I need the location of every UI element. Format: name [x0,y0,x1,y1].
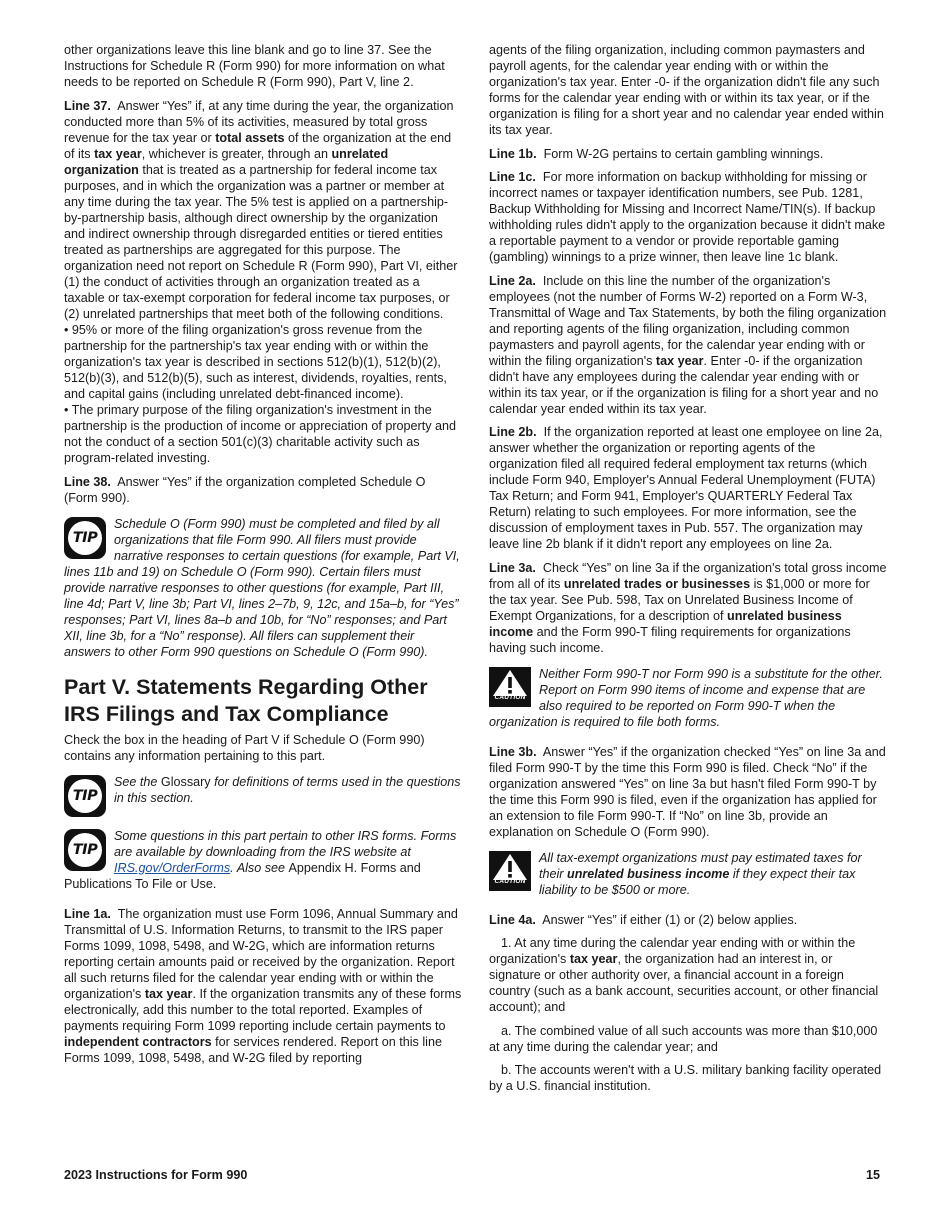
paragraph-line3b [489,744,887,840]
line-label: Line 4a. [489,912,536,927]
caution-label: CAUTION [494,693,526,701]
text: is $1,000 or more for the tax year. See Pub. 598, Tax on Unrelated Business Income of Exempt Organizations, for a description of [489,576,870,623]
glossary-term: tax year [144,986,193,1001]
tip-text: for definitions of terms used in the questions in this section. [114,774,461,805]
line-label: Line 3b. [489,744,537,759]
caution-text: if they expect their tax liability to be $500 or more. [539,866,856,897]
text: that is treated as a partnership for federal income tax purposes, and in which the organization was a partner or member at any time during the tax year. The 5% test is applied on a partnership-by-partnership basis, although direct ownership by the organization and indirect ownership through disregarded entities or tiered entities treated as partnerships are aggregated for this purpose. The organization need not report on Schedule R (Form 990), Part VI, either (1) the conduct of activities through an organization treated as a taxable or tax-exempt corporation for federal income tax purposes, or (2) unrelated partnerships that meet both of the following conditions. [64,162,458,321]
glossary-term: unrelated trades or businesses [563,576,751,591]
text: Form W-2G pertains to certain gambling winnings. [543,146,824,161]
glossary-term: unrelated organization [64,146,389,177]
paragraph-line1c [489,169,887,265]
line-label: Line 1a. [64,906,111,921]
irs-order-forms-link[interactable]: IRS.gov/OrderForms [114,860,231,875]
caution-icon [489,851,531,891]
text: , whichever is greater, through an [141,146,328,161]
line-label: Line 1c. [489,170,536,184]
list-item-a: a. The combined value of all such accounts was more than $10,000 at any time during the calendar year; and [489,1023,878,1054]
text: Answer “Yes” if, at any time during the year, the organization conducted more than 5% of its activities, measured by total gross revenue for the tax year or [64,98,454,145]
paragraph-line1b [489,146,887,162]
list-item-1 [489,935,887,1015]
paragraph-line4a [489,912,887,928]
text: The organization must use Form 1096, Annual Summary and Transmittal of U.S. Information Returns, to transmit to the IRS paper Forms 1099, 1098, 5498, and W-2G, which are information returns reporting certain amounts paid or received by the organization. Report all such returns filed for the calendar year ending with or within the organization's [64,906,458,1001]
section-heading-part-v: Part V. Statements Regarding Other IRS Filings and Tax Compliance [64,674,428,726]
tip-icon [64,829,106,871]
tip-text: . Also see [230,860,286,875]
paragraph-line36-continued: other organizations leave this line blank and go to line 37. See the Instructions for Schedule R (Form 990) for more information on what needs to be reported on Schedule R (Form 990), Part V, line 2. [64,43,445,89]
caution-text: All tax-exempt organizations must pay estimated taxes for their [539,850,862,881]
line-label: Line 2b. [489,425,537,439]
text: Check “Yes” on line 3a if the organization's total gross income from all of its [489,560,887,591]
text: of the organization at the end of its [64,130,452,161]
line-label: Line 1b. [489,146,537,161]
text: 1. At any time during the calendar year ending with or within the organization's [489,936,856,966]
tip-note-schedule-o [64,516,462,660]
glossary-term: total assets [215,130,285,145]
text: Answer “Yes” if either (1) or (2) below applies. [542,912,798,927]
line-label: Line 38. [64,474,111,489]
tip-text: Schedule O (Form 990) must be completed and filed by all organizations that file Form 990. All filers must provide narrative responses to certain questions (for example, Part VI, lines 11b and 19) on Schedule O (Form 990). Certain filers must provide narrative responses to other questions (for example, Part III, line 4d; Part V, line 3b; Part VI, lines 2–7b, 9, 12c, and 15a–b, for “Yes” responses; Part VI, lines 8a–b and 10b, for “No” responses; and Part XII, line 3b, for a “No” response). All filers can supplement their answers to other Form 990 questions on Schedule O (Form 990). [64,516,460,659]
line-label: Line 37. [64,98,111,113]
paragraph-line37 [64,98,462,322]
line-label: Line 3a. [489,560,536,575]
text: for services rendered. Report on this line Forms 1099, 1098, 5498, and W-2G filed by reporting [64,1034,442,1065]
page-number: 15 [866,1168,881,1182]
tip-note-glossary [64,774,462,818]
text: Answer “Yes” if the organization checked “Yes” on line 3a and filed Form 990-T by the time this Form 990 is filed. Check “No” if the organization answered “Yes” on line 3a but hasn't filed Form 990-T by the time this Form 990 is filed, even if the organization has applied for an extension to file Form 990-T. If “No” on line 3b, provide an explanation on Schedule O (Form 990). [489,744,886,839]
glossary-term: tax year [569,952,618,966]
caution-note-estimated-taxes [489,850,887,898]
footer-title: 2023 Instructions for Form 990 [64,1168,248,1182]
text: For more information on backup withholding for missing or incorrect names or taxpayer identification numbers, see Pub. 1281, Backup Withholding for Missing and Incorrect Name/TIN(s). If backup withholding rules didn't apply to the organization because it didn't make a reportable payment to a vendor or provide reportable gaming (gambling) winnings to a prize winner, then leave line 1c blank. [489,170,886,264]
caution-label: CAUTION [494,877,526,885]
text: and the Form 990-T filing requirements for organizations having such income. [489,624,851,655]
tip-note-irs-forms [64,828,462,892]
tip-icon-label: TIP [68,833,102,867]
paragraph-line3a [489,560,887,656]
list-item-b: b. The accounts weren't with a U.S. military banking facility operated by a U.S. financial institution. [489,1063,882,1093]
paragraph-line2b [489,424,887,552]
tip-text: See the [114,774,158,789]
text: Include on this line the number of the organization's employees (not the number of Forms W-2) reported on a Form W-3, Transmittal of Wage and Tax Statements, by both the filing organization and reporting agents of the filing organization, including common paymasters and payroll agents, for the calendar year ending with or within the filing organization's [489,273,887,368]
caution-text: Neither Form 990-T nor Form 990 is a substitute for the other. Report on Form 990 items of income and expense that are also required to be reported on Form 990-T when the organization is required to file both forms. [489,666,883,729]
paragraph-line38 [64,474,462,506]
appendix-reference: Appendix H. Forms and Publications To File or Use. [64,860,421,891]
bullet-item-2: • The primary purpose of the filing organization's investment in the partnership is the production of income or appreciation of property and not the conduct of a section 501(c)(3) charitable activity such as program-related investing. [64,403,457,465]
text: If the organization reported at least one employee on line 2a, answer whether the organization or reporting agents of the organization filed all required federal employment tax returns (which include Form 940, Employer's Annual Federal Unemployment (FUTA) Tax Return; and Form 941, Employer's QUARTERLY Federal Tax Return) relating to such employees. For more information, see the discussion of employment taxes in Pub. 557. The organization may leave line 2b blank if it didn't report any employees on line 2a. [489,425,883,551]
text: Answer “Yes” if the organization completed Schedule O (Form 990). [64,474,426,505]
paragraph-line1a [64,906,462,1066]
caution-icon [489,667,531,707]
right-column [489,42,887,1102]
tip-text: Some questions in this part pertain to other IRS forms. Forms are available by downloading from the IRS website at [114,828,457,859]
paragraph-line1a-continued: agents of the filing organization, including common paymasters and payroll agents, for the calendar year ending with or within the organization's tax year. Enter -0- if the organization didn't file any such forms for the calendar year ending with or within its tax year, or if the organization is filing for a short year and no calendar year ended within its tax year. [489,43,884,137]
glossary-term: unrelated business income [567,866,730,881]
tip-icon-label: TIP [68,521,102,555]
text: . Enter -0- if the organization didn't have any employees during the calendar year ending with or within its tax year, or if the organization is filing for a short year and no calendar year ended within its tax year. [489,353,879,416]
text: . If the organization transmits any of these forms electronically, add this number to the total reported. Examples of payments requiring Form 1099 reporting include certain payments to [64,986,462,1033]
glossary-link-text: Glossary [160,774,211,789]
paragraph-check-box: Check the box in the heading of Part V if Schedule O (Form 990) contains any information pertaining to this part. [64,732,425,763]
paragraph-line2a [489,273,887,417]
tip-icon [64,775,106,817]
glossary-term: unrelated business income [489,608,842,639]
glossary-term: tax year [655,353,704,368]
text: , the organization had an interest in, or signature or other authority over, a financial account in a foreign country (such as a bank account, securities account, or other financial account); and [489,952,879,1014]
tip-icon [64,517,106,559]
tip-icon-label: TIP [68,779,102,813]
glossary-term: independent contractors [64,1034,212,1049]
line-label: Line 2a. [489,273,536,288]
caution-note-990t [489,666,887,730]
left-column [64,42,462,1073]
bullet-item-1: • 95% or more of the filing organization's gross revenue from the partnership for the partnership's tax year ending with or within the organization's tax year is described in sections 512(b)(1), 512(b)(2), 512(b)(3), and 512(b)(5), such as interest, dividends, royalties, rents, and capital gains (including unrelated debt-financed income). [64,323,447,401]
glossary-term: tax year [94,146,142,161]
